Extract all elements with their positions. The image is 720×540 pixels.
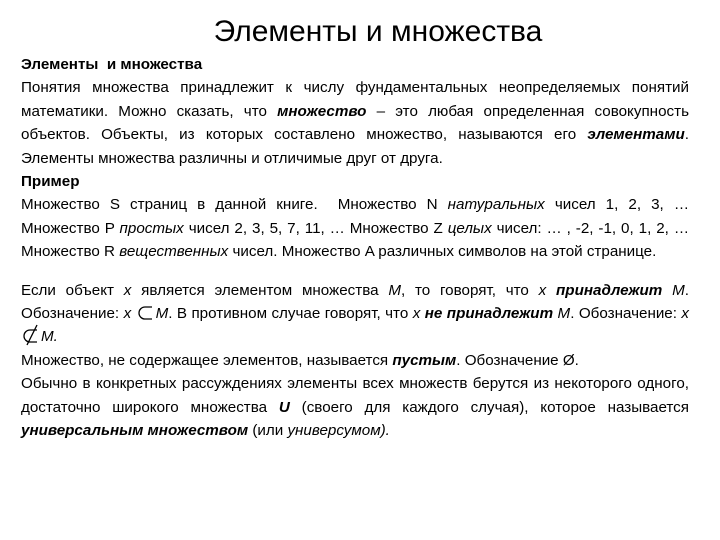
term-universal-set: универсальным множеством <box>21 422 249 440</box>
term-prime: простых <box>119 219 184 237</box>
text-run: . В противном случае говорят, что <box>168 305 413 323</box>
var-x: x <box>681 305 689 323</box>
text-run <box>662 282 672 299</box>
text-run: (или <box>248 422 288 440</box>
text-run: . Элементы множества различны и отличимые друг от друга. <box>21 126 689 167</box>
term-not-belongs: не принадлежит <box>424 305 554 323</box>
paragraph-empty-set <box>21 349 689 372</box>
text-run: Понятия множества принадлежит к числу фундаментальных неопределяемых понятий математики. Можно сказать, что <box>21 79 689 120</box>
text-run: (своего для каждого случая), которое называется <box>289 398 690 416</box>
term-set: множество <box>277 102 367 120</box>
term-belongs: принадлежит <box>556 281 663 299</box>
term-real: вещественных <box>119 243 229 261</box>
element-of-icon <box>136 304 156 322</box>
var-m: M <box>557 305 571 323</box>
term-integer: целых <box>447 219 492 237</box>
text-run: Множество, не содержащее элементов, называется <box>21 351 393 369</box>
not-element-of-icon <box>21 327 41 345</box>
term-natural: натуральных <box>447 196 545 214</box>
slide-body <box>21 53 689 443</box>
paragraph-gap <box>21 264 689 279</box>
section-heading: Элементы и множества <box>21 56 203 73</box>
var-u: U <box>278 398 290 416</box>
text-run: чисел. Множество A различных символов на этой странице. <box>228 243 657 261</box>
var-x: x <box>412 305 421 323</box>
text-run: чисел: … , -2, -1, 0, 1, 2, … Множество R <box>21 219 690 261</box>
var-m: M <box>388 281 401 299</box>
text-run: чисел 1, 2, 3, … Множество P <box>21 196 690 237</box>
term-elements: элементами <box>587 126 685 144</box>
var-x: x <box>123 281 132 299</box>
var-x: x <box>538 281 547 299</box>
paragraph-examples <box>21 193 689 263</box>
slide-title: Элементы и множества <box>213 15 543 48</box>
text-run: . Обозначение Ø. <box>456 351 579 369</box>
term-empty: пустым <box>392 351 457 369</box>
text-run: – это любая определенная совокупность объектов. Объекты, из которых составлено множество, называются его <box>21 102 689 144</box>
term-universe: универсумом). <box>287 422 390 440</box>
text-run: чисел 2, 3, 5, 7, 11, … Множество Z <box>183 219 448 237</box>
text-run: , то говорят, что <box>400 281 539 299</box>
paragraph-definition <box>21 76 689 170</box>
text-run: . Обозначение: <box>570 305 682 323</box>
text-run: . Обозначение: <box>21 281 689 323</box>
var-m: M. <box>41 328 58 346</box>
var-m: M <box>672 281 685 299</box>
text-run: Если объект <box>21 281 124 299</box>
var-m: M <box>155 305 169 323</box>
var-x: x <box>123 305 132 323</box>
text-run: Обычно в конкретных рассуждениях элементы всех множеств берутся из некоторого одного, достаточно широкого множества <box>21 375 689 416</box>
example-heading: Пример <box>21 173 80 191</box>
text-run: является элементом множества <box>131 281 389 299</box>
paragraph-membership <box>21 279 689 349</box>
paragraph-universe <box>21 372 689 442</box>
text-run: Множество S страниц в данной книге. Множество N <box>21 196 448 214</box>
